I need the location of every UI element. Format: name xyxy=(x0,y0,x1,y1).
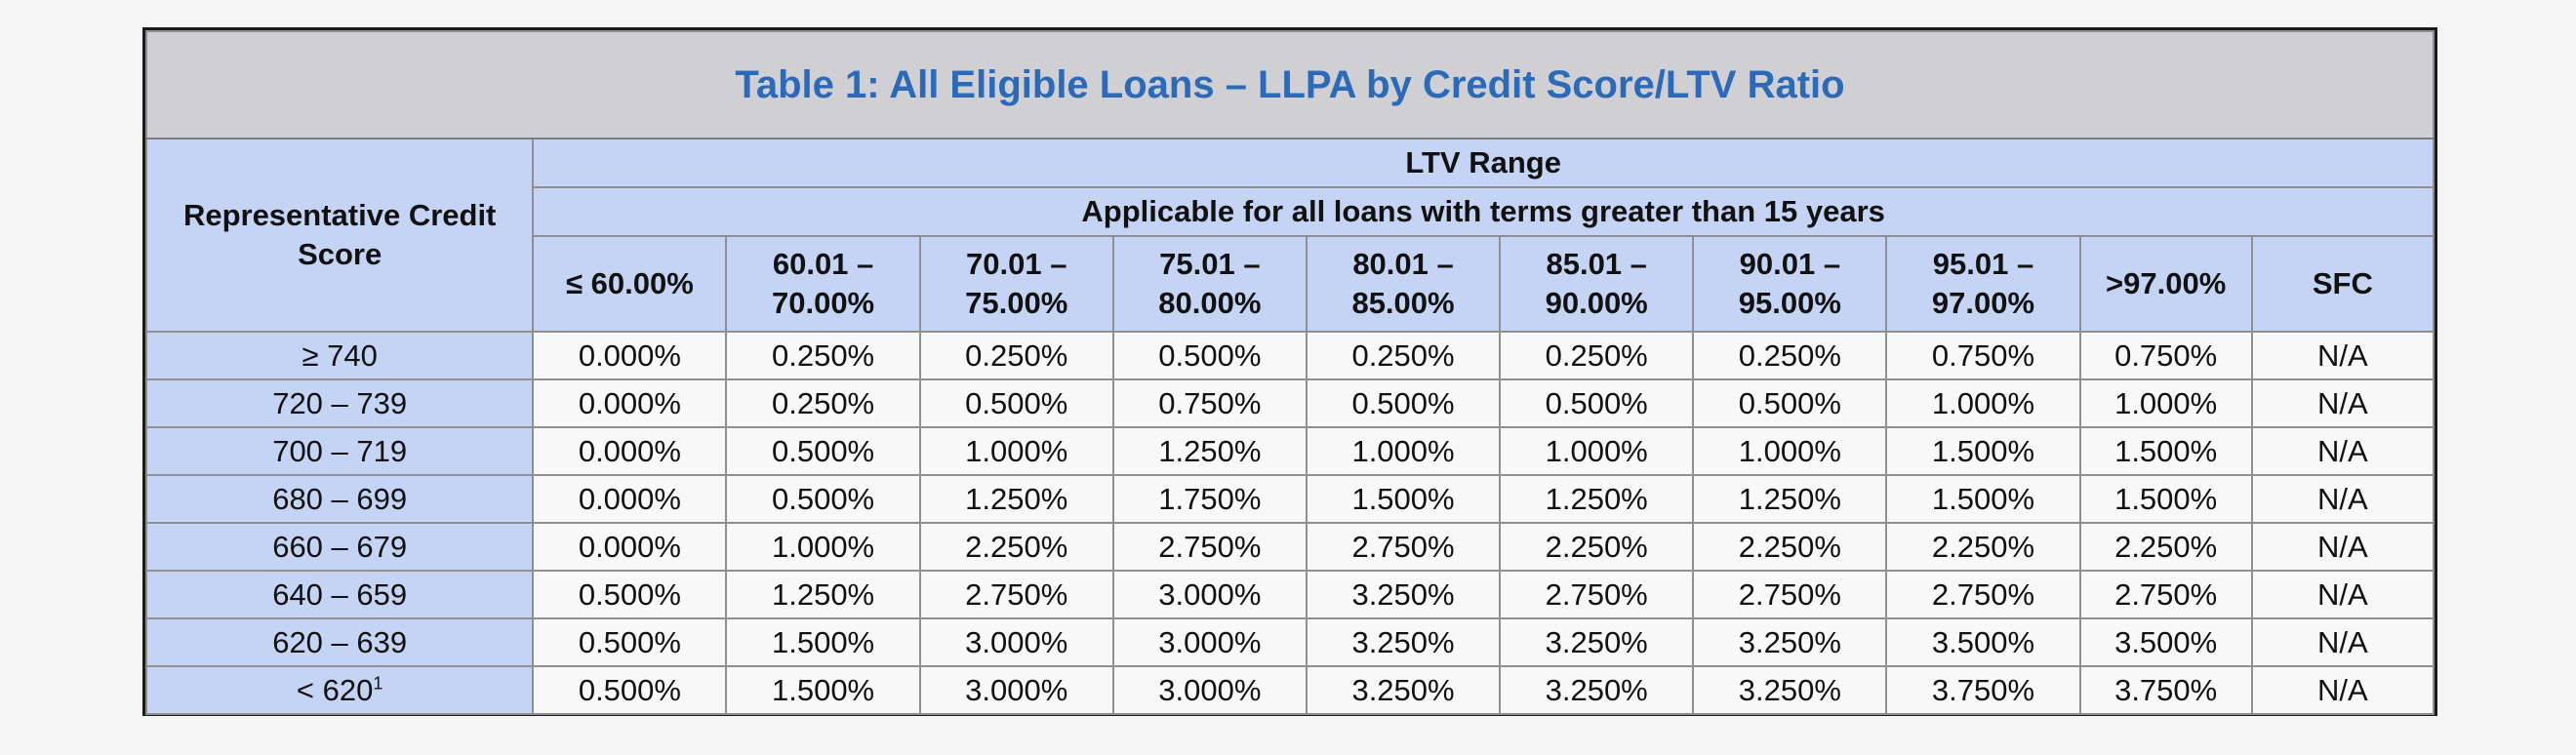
llpa-cell: 3.000% xyxy=(1113,571,1307,618)
llpa-cell: 2.250% xyxy=(920,523,1113,571)
credit-score-label xyxy=(146,332,533,379)
llpa-cell: 0.750% xyxy=(1886,332,2079,379)
llpa-cell: 0.500% xyxy=(1693,379,1886,427)
llpa-cell: 0.500% xyxy=(726,475,919,523)
llpa-cell: 2.750% xyxy=(1886,571,2079,618)
llpa-cell: 0.000% xyxy=(533,427,726,475)
llpa-cell: 1.500% xyxy=(1307,475,1500,523)
llpa-cell: 0.250% xyxy=(920,332,1113,379)
llpa-cell: 3.000% xyxy=(1113,666,1307,714)
llpa-table xyxy=(145,30,2435,715)
llpa-cell: 1.000% xyxy=(920,427,1113,475)
credit-score-label xyxy=(146,618,533,666)
llpa-cell: 0.250% xyxy=(1307,332,1500,379)
llpa-cell: 0.500% xyxy=(1500,379,1693,427)
table-row xyxy=(146,618,2434,666)
llpa-cell: 0.750% xyxy=(2080,332,2252,379)
llpa-cell: 1.500% xyxy=(726,666,919,714)
llpa-cell: 2.750% xyxy=(1693,571,1886,618)
llpa-cell: 2.750% xyxy=(1500,571,1693,618)
llpa-cell: 3.000% xyxy=(920,666,1113,714)
llpa-cell: 3.000% xyxy=(920,618,1113,666)
footnote-marker: 1 xyxy=(373,673,383,694)
llpa-cell: 0.250% xyxy=(1693,332,1886,379)
table-row xyxy=(146,666,2434,714)
llpa-cell: 0.000% xyxy=(533,332,726,379)
credit-score-text: 620 – 639 xyxy=(272,624,408,659)
column-header-ltv-75-80: 75.01 – 80.00% xyxy=(1113,236,1307,332)
credit-score-label xyxy=(146,571,533,618)
llpa-cell: N/A xyxy=(2252,618,2434,666)
ltv-range-header: LTV Range xyxy=(533,139,2434,187)
llpa-cell: N/A xyxy=(2252,332,2434,379)
llpa-cell: 3.250% xyxy=(1307,618,1500,666)
llpa-cell: 1.000% xyxy=(1500,427,1693,475)
llpa-cell: 0.500% xyxy=(533,618,726,666)
llpa-cell: 0.250% xyxy=(1500,332,1693,379)
llpa-cell: 1.500% xyxy=(726,618,919,666)
credit-score-label xyxy=(146,666,533,714)
column-header-ltv-95-97: 95.01 – 97.00% xyxy=(1886,236,2079,332)
credit-score-header: Representative Credit Score xyxy=(146,139,533,332)
llpa-cell: 1.000% xyxy=(2080,379,2252,427)
llpa-cell: 3.750% xyxy=(2080,666,2252,714)
llpa-cell: 0.750% xyxy=(1113,379,1307,427)
llpa-cell: 1.250% xyxy=(726,571,919,618)
llpa-cell: 3.500% xyxy=(2080,618,2252,666)
llpa-cell: 1.000% xyxy=(726,523,919,571)
credit-score-text: 680 – 699 xyxy=(272,481,408,516)
credit-score-text: 700 – 719 xyxy=(272,433,408,468)
llpa-cell: N/A xyxy=(2252,475,2434,523)
llpa-cell: 1.500% xyxy=(2080,427,2252,475)
llpa-cell: 1.250% xyxy=(920,475,1113,523)
credit-score-label xyxy=(146,379,533,427)
llpa-cell: 0.500% xyxy=(533,571,726,618)
llpa-cell: 2.250% xyxy=(1500,523,1693,571)
llpa-cell: 0.500% xyxy=(1307,379,1500,427)
ltv-subheader: Applicable for all loans with terms greater than 15 years xyxy=(533,187,2434,236)
llpa-cell: 2.250% xyxy=(2080,523,2252,571)
credit-score-text: 640 – 659 xyxy=(272,576,408,612)
credit-score-label xyxy=(146,475,533,523)
column-header-ltv-90-95: 90.01 – 95.00% xyxy=(1693,236,1886,332)
table-row xyxy=(146,332,2434,379)
llpa-cell: 2.750% xyxy=(2080,571,2252,618)
llpa-cell: 3.750% xyxy=(1886,666,2079,714)
llpa-cell: 1.250% xyxy=(1500,475,1693,523)
llpa-cell: N/A xyxy=(2252,523,2434,571)
llpa-cell: 3.250% xyxy=(1500,618,1693,666)
llpa-cell: 1.000% xyxy=(1693,427,1886,475)
llpa-cell: 1.500% xyxy=(1886,475,2079,523)
llpa-cell: 3.000% xyxy=(1113,618,1307,666)
llpa-cell: 3.250% xyxy=(1307,571,1500,618)
llpa-cell: 1.250% xyxy=(1113,427,1307,475)
llpa-cell: 3.250% xyxy=(1693,618,1886,666)
credit-score-text: < 620 xyxy=(296,672,374,707)
llpa-cell: N/A xyxy=(2252,379,2434,427)
llpa-cell: 1.250% xyxy=(1693,475,1886,523)
llpa-cell: N/A xyxy=(2252,571,2434,618)
llpa-cell: 0.500% xyxy=(533,666,726,714)
table-title: Table 1: All Eligible Loans – LLPA by Credit Score/LTV Ratio xyxy=(146,31,2434,139)
llpa-table-container xyxy=(142,27,2437,716)
column-header-sfc: SFC xyxy=(2252,236,2434,332)
credit-score-label xyxy=(146,427,533,475)
table-row xyxy=(146,523,2434,571)
llpa-cell: 0.500% xyxy=(726,427,919,475)
llpa-cell: 0.500% xyxy=(1113,332,1307,379)
llpa-cell: 2.250% xyxy=(1886,523,2079,571)
llpa-cell: 1.000% xyxy=(1307,427,1500,475)
llpa-cell: 0.000% xyxy=(533,523,726,571)
llpa-cell: 3.500% xyxy=(1886,618,2079,666)
llpa-cell: 3.250% xyxy=(1500,666,1693,714)
credit-score-text: 720 – 739 xyxy=(272,385,408,420)
credit-score-label xyxy=(146,523,533,571)
llpa-cell: 0.000% xyxy=(533,379,726,427)
column-header-ltv-60-70: 60.01 – 70.00% xyxy=(726,236,919,332)
llpa-cell: 0.500% xyxy=(920,379,1113,427)
column-header-ltv-85-90: 85.01 – 90.00% xyxy=(1500,236,1693,332)
llpa-cell: 2.250% xyxy=(1693,523,1886,571)
llpa-cell: 1.000% xyxy=(1886,379,2079,427)
llpa-cell: 3.250% xyxy=(1307,666,1500,714)
credit-score-text: ≥ 740 xyxy=(302,338,378,373)
table-row xyxy=(146,427,2434,475)
column-header-ltv-le-60: ≤ 60.00% xyxy=(533,236,726,332)
column-header-ltv-gt-97: >97.00% xyxy=(2080,236,2252,332)
llpa-cell: 1.500% xyxy=(1886,427,2079,475)
table-row xyxy=(146,379,2434,427)
table-row xyxy=(146,571,2434,618)
column-header-ltv-80-85: 80.01 – 85.00% xyxy=(1307,236,1500,332)
llpa-cell: N/A xyxy=(2252,666,2434,714)
llpa-cell: 2.750% xyxy=(1113,523,1307,571)
llpa-cell: 2.750% xyxy=(1307,523,1500,571)
column-header-ltv-70-75: 70.01 – 75.00% xyxy=(920,236,1113,332)
table-row xyxy=(146,475,2434,523)
llpa-cell: 0.250% xyxy=(726,332,919,379)
llpa-cell: 0.250% xyxy=(726,379,919,427)
llpa-cell: 0.000% xyxy=(533,475,726,523)
llpa-cell: N/A xyxy=(2252,427,2434,475)
llpa-cell: 3.250% xyxy=(1693,666,1886,714)
llpa-cell: 1.500% xyxy=(2080,475,2252,523)
llpa-cell: 2.750% xyxy=(920,571,1113,618)
credit-score-text: 660 – 679 xyxy=(272,529,408,564)
llpa-cell: 1.750% xyxy=(1113,475,1307,523)
